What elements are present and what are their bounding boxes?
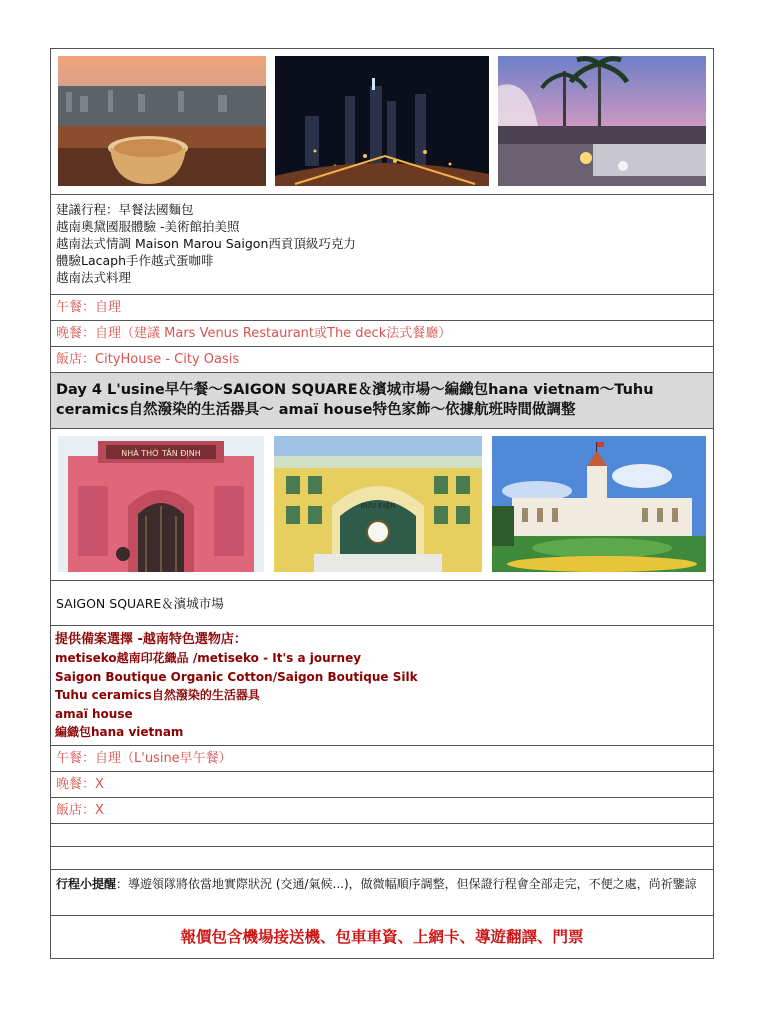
pink-church-photo	[58, 436, 264, 572]
day4-market	[51, 581, 713, 626]
shop-line: metiseko越南印花織品 /metiseko - It's a journey	[55, 651, 362, 666]
shop-line: Saigon Boutique Organic Cotton/Saigon Boutique Silk	[55, 669, 418, 684]
suggest-line: 體驗Lacaph手作越式蛋咖啡	[56, 253, 214, 268]
day4-dinner: 晚餐：X	[51, 772, 713, 798]
shop-line: 編織包hana vietnam	[55, 725, 184, 740]
church-sign-text: NHÀ THỜ TÂN ĐỊNH	[121, 449, 201, 458]
shop-line: 提供備案選擇 -越南特色選物店：	[55, 632, 247, 647]
post-office-sign-text: BƯU ĐIỆN	[360, 502, 396, 510]
rooftop-terrace-photo	[498, 56, 706, 186]
day4-title	[51, 373, 713, 429]
day3-photo-row	[51, 49, 713, 195]
suggest-line: 越南法式情調 Maison Marou Saigon西貢頂級巧克力	[56, 236, 356, 251]
tips-text: ：導遊領隊將依當地實際狀況 (交通/氣候...)，做微幅順序調整，但保證行程會全部走完，不便之處，尚祈鑒諒	[116, 877, 697, 891]
suggest-line: 越南法式料理	[56, 270, 132, 285]
city-hall-photo	[492, 436, 706, 572]
suggest-line: 越南奧黛國服體驗 -美術館拍美照	[56, 219, 240, 234]
night-skyline-photo	[275, 56, 489, 186]
day4-hotel: 飯店：X	[51, 798, 713, 824]
itinerary-table	[50, 48, 714, 959]
day3-hotel: 飯店：CityHouse - City Oasis	[51, 347, 713, 373]
shop-line: amaï house	[55, 706, 133, 721]
coffee-city-view-photo	[58, 56, 266, 186]
suggest-line: 建議行程：早餐法國麵包	[56, 202, 194, 217]
empty-row	[51, 847, 713, 870]
shop-line: Tuhu ceramics自然潑染的生活器具	[55, 688, 260, 703]
day4-title-line: Day 4 L'usine早午餐～SAIGON SQUARE＆濱城市場～編織包hana vietnam～Tuhu	[56, 382, 654, 398]
market-text: SAIGON SQUARE＆濱城市場	[56, 596, 224, 611]
post-office-photo	[274, 436, 482, 572]
day4-photo-row	[51, 429, 713, 581]
day4-lunch: 午餐：自理（L'usine早午餐）	[51, 746, 713, 772]
day3-dinner: 晚餐：自理（建議 Mars Venus Restaurant或The deck法式餐廳）	[51, 321, 713, 347]
day4-shop-options	[51, 626, 713, 746]
empty-row	[51, 824, 713, 847]
tips-label: 行程小提醒	[56, 877, 117, 891]
price-includes-footer: 報價包含機場接送機、包車車資、上網卡、導遊翻譯、門票	[180, 928, 584, 946]
trip-tips	[51, 870, 713, 916]
day3-lunch: 午餐：自理	[51, 295, 713, 321]
day4-title-line: ceramics自然潑染的生活器具～ amaï house特色家飾～依據航班時間做調整	[56, 402, 576, 418]
day3-suggestion	[51, 195, 713, 295]
